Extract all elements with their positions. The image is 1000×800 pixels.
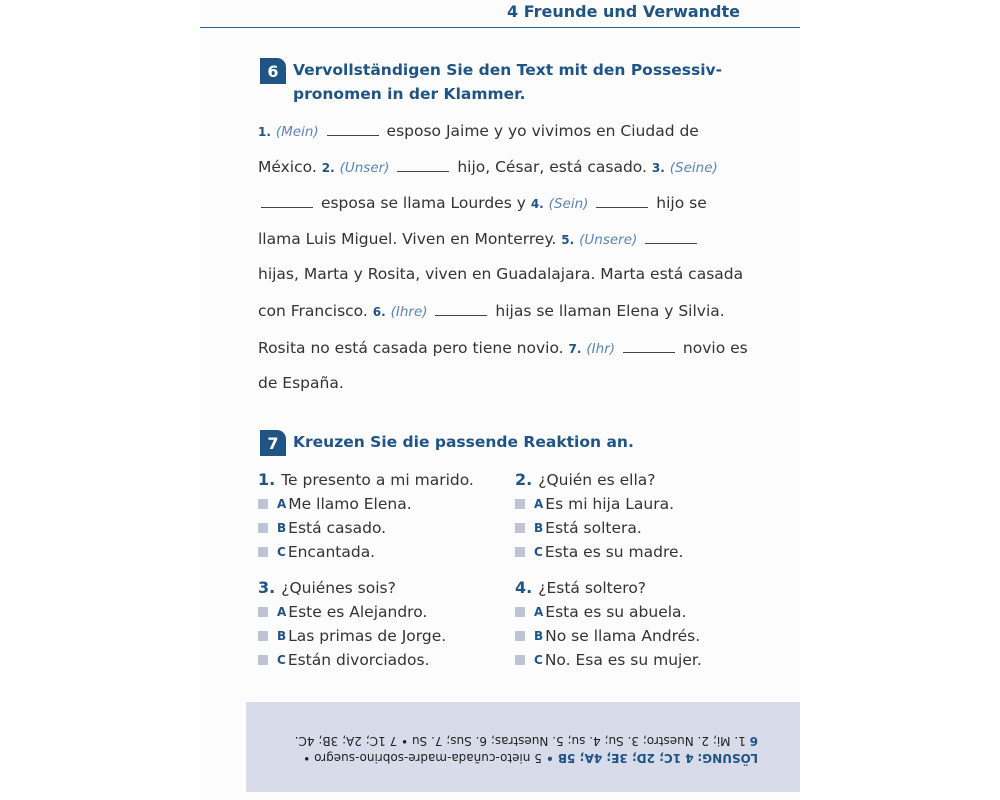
fill-in-blank[interactable] <box>623 340 675 353</box>
option-checkbox[interactable] <box>258 655 268 665</box>
item-number: 5. <box>561 233 575 247</box>
possessive-hint: (Ihre) <box>390 304 428 320</box>
option-text: No se llama Andrés. <box>545 627 701 645</box>
answer-option[interactable] <box>515 650 702 670</box>
possessive-hint: (Mein) <box>275 124 319 140</box>
fill-in-blank[interactable] <box>596 195 648 208</box>
option-checkbox[interactable] <box>515 607 525 617</box>
option-letter: A <box>277 497 287 511</box>
option-text: Las primas de Jorge. <box>288 627 447 645</box>
sentence-text: esposo Jaime y yo vivimos en Ciudad de <box>386 122 699 140</box>
option-checkbox[interactable] <box>258 523 268 533</box>
option-checkbox[interactable] <box>258 499 268 509</box>
item-number: 1. <box>258 125 271 139</box>
item-number: 6. <box>372 305 386 319</box>
option-text: Están divorciados. <box>287 651 430 669</box>
exercise-6-line <box>258 264 743 284</box>
sentence-text: hijas, Marta y Rosita, viven en Guadalajara. Marta está casada <box>258 265 744 283</box>
exercise-6-line <box>258 157 718 178</box>
possessive-hint: (Unser) <box>339 160 390 176</box>
answer-option[interactable] <box>515 602 686 622</box>
answer-key-line-2 <box>258 732 758 749</box>
option-checkbox[interactable] <box>258 607 268 617</box>
question-number: 1. <box>258 470 276 489</box>
fill-in-blank[interactable] <box>261 195 313 208</box>
possessive-hint: (Seine) <box>669 160 718 176</box>
question-text: ¿Quiénes sois? <box>281 579 396 597</box>
answer-key-line-1-part-b: 5 nieto-cuñada-madre-sobrino-suegro • <box>303 751 542 765</box>
possessive-hint: (Sein) <box>548 196 589 212</box>
page-background <box>200 0 800 800</box>
exercise-7-number-badge: 7 <box>260 430 286 456</box>
option-text: Este es Alejandro. <box>288 603 428 621</box>
question-text: ¿Está soltero? <box>538 579 647 597</box>
option-text: Esta es su abuela. <box>545 603 687 621</box>
exercise-6-line <box>258 121 699 142</box>
fill-in-blank[interactable] <box>327 123 379 136</box>
question-text: ¿Quién es ella? <box>538 471 656 489</box>
item-number: 4. <box>530 197 544 211</box>
sentence-text: llama Luis Miguel. Viven en Monterrey. <box>258 230 557 248</box>
sentence-text: hijo, César, está casado. <box>457 158 647 176</box>
option-text: Es mi hija Laura. <box>545 495 675 513</box>
question-4 <box>515 578 646 598</box>
option-text: Encantada. <box>287 543 376 561</box>
header-divider <box>200 27 800 28</box>
sentence-text: hijo se <box>656 194 707 212</box>
answer-key-line-1-part-a: 4 1C; 2D; 3E; 4A; 5B • <box>541 751 694 765</box>
answer-key-line-2-text: 1. Mi; 2. Nuestro; 3. Su; 4. su; 5. Nuestras; 6. Sus; 7. Su • 7 1C; 2A; 3B; 4C. <box>294 734 746 748</box>
answer-option[interactable] <box>515 542 683 562</box>
option-letter: A <box>277 605 287 619</box>
option-checkbox[interactable] <box>515 523 525 533</box>
option-letter: B <box>277 629 287 643</box>
question-number: 3. <box>258 578 276 597</box>
sentence-text: de España. <box>258 374 344 392</box>
option-text: Está casado. <box>288 519 387 537</box>
fill-in-blank[interactable] <box>435 303 487 316</box>
option-letter: A <box>534 497 544 511</box>
item-number: 2. <box>321 161 335 175</box>
option-checkbox[interactable] <box>515 499 525 509</box>
answer-option[interactable] <box>258 626 446 646</box>
question-2 <box>515 470 655 490</box>
answer-option[interactable] <box>258 650 430 670</box>
answer-option[interactable] <box>515 626 700 646</box>
answer-option[interactable] <box>258 518 386 538</box>
answer-key-line-2-number: 6 <box>749 734 758 748</box>
option-letter: C <box>534 545 543 559</box>
question-number: 4. <box>515 578 533 597</box>
option-text: Me llamo Elena. <box>288 495 412 513</box>
item-number: 3. <box>651 161 665 175</box>
sentence-text: novio es <box>682 339 748 357</box>
exercise-6-title <box>293 58 722 106</box>
option-text: No. Esa es su mujer. <box>544 651 702 669</box>
exercise-6-line <box>258 193 707 214</box>
option-checkbox[interactable] <box>515 655 525 665</box>
possessive-hint: (Ihr) <box>586 341 616 357</box>
option-letter: B <box>534 629 544 643</box>
possessive-hint: (Unsere) <box>579 232 638 248</box>
answer-key-text <box>258 732 758 766</box>
answer-key-box <box>246 702 800 792</box>
option-letter: C <box>534 653 543 667</box>
sentence-text: hijas se llaman Elena y Silvia. <box>495 302 725 320</box>
item-number: 7. <box>568 342 582 356</box>
exercise-6-number-badge: 6 <box>260 58 286 84</box>
option-checkbox[interactable] <box>515 631 525 641</box>
answer-key-label: LÖSUNG: <box>697 751 758 765</box>
question-1 <box>258 470 474 490</box>
fill-in-blank[interactable] <box>397 159 449 172</box>
answer-key-line-1 <box>258 749 758 766</box>
question-text: Te presento a mi marido. <box>281 471 474 489</box>
option-checkbox[interactable] <box>515 547 525 557</box>
exercise-6-title-line-1: Vervollständigen Sie den Text mit den Possessiv- <box>293 61 723 79</box>
answer-option[interactable] <box>515 518 642 538</box>
option-letter: B <box>534 521 544 535</box>
question-3 <box>258 578 396 598</box>
option-checkbox[interactable] <box>258 631 268 641</box>
exercise-6-line <box>258 338 748 359</box>
question-number: 2. <box>515 470 533 489</box>
answer-option[interactable] <box>515 494 674 514</box>
option-letter: C <box>277 653 286 667</box>
option-text: Esta es su madre. <box>544 543 684 561</box>
sentence-text: Rosita no está casada pero tiene novio. <box>258 339 564 357</box>
answer-option[interactable] <box>258 542 375 562</box>
exercise-6-line <box>258 373 344 393</box>
option-letter: C <box>277 545 286 559</box>
sentence-text: México. <box>258 158 317 176</box>
answer-option[interactable] <box>258 494 412 514</box>
exercise-6-line <box>258 229 700 250</box>
option-checkbox[interactable] <box>258 547 268 557</box>
option-letter: A <box>534 605 544 619</box>
option-letter: B <box>277 521 287 535</box>
chapter-header: 4 Freunde und Verwandte <box>507 2 740 21</box>
sentence-text: esposa se llama Lourdes y <box>320 194 526 212</box>
sentence-text: con Francisco. <box>258 302 368 320</box>
exercise-6-line <box>258 301 725 322</box>
fill-in-blank[interactable] <box>645 231 697 244</box>
exercise-7-title: Kreuzen Sie die passende Reaktion an. <box>293 433 634 451</box>
exercise-6-title-line-2: pronomen in der Klammer. <box>293 85 526 103</box>
option-text: Está soltera. <box>545 519 642 537</box>
answer-option[interactable] <box>258 602 427 622</box>
